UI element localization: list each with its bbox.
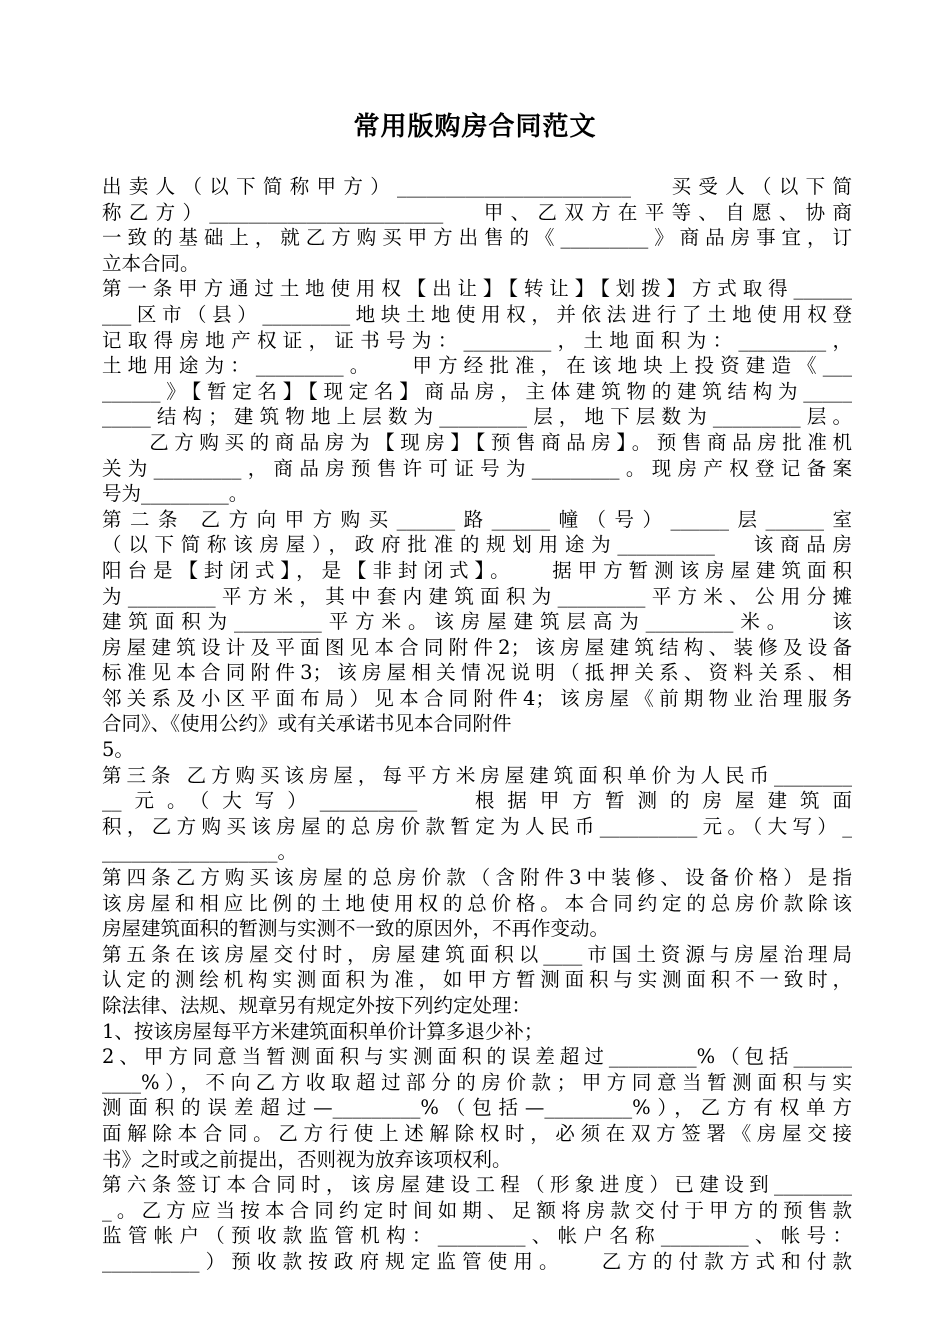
text-line: _____结构；建筑物地上层数为_________层，地下层数为_________层。 <box>102 405 852 429</box>
text-line: ____%），不向乙方收取超过部分的房价款；甲方同意当暂测面积与实 <box>102 1070 852 1094</box>
text-line: __________）预收款按政府规定监管使用。 乙方的付款方式和付款 <box>102 1249 852 1273</box>
document-title: 常用版购房合同范文 <box>353 112 597 142</box>
text-line: 第五条在该房屋交付时，房屋建筑面积以____市国土资源与房屋治理局 <box>102 942 852 966</box>
text-line: 建筑面积为_________平方米。该房屋建筑层高为_________米。 该 <box>102 610 852 634</box>
text-line: 一致的基础上，就乙方购买甲方出售的《_________》商品房事宜，订 <box>102 226 852 250</box>
text-line: 邻关系及小区平面布局）见本合同附件4；该房屋《前期物业治理服务 <box>102 686 852 710</box>
text-line: 5。 <box>102 738 134 762</box>
text-line: 土地用途为：_________。 甲方经批准，在该地块上投资建造《___ <box>102 354 852 378</box>
text-line: 立本合同。 <box>102 251 200 275</box>
text-line: 第四条乙方购买该房屋的总房价款（含附件3中装修、设备价格）是指 <box>102 866 852 890</box>
text-line: 第三条 乙方购买该房屋，每平方米房屋建筑面积单价为人民币________ <box>102 763 852 787</box>
text-line: _。乙方应当按本合同约定时间如期、足额将房款交付于甲方的预售款 <box>102 1198 852 1222</box>
text-line: 出卖人（以下简称甲方）________________________ 买受人（以下简 <box>102 175 852 198</box>
text-line: 1、按该房屋每平方米建筑面积单价计算多退少补； <box>102 1019 544 1043</box>
text-line: 关为_________，商品房预售许可证号为_________。现房产权登记备案 <box>102 456 852 480</box>
contract-body <box>102 174 852 1275</box>
text-line: 书》之时或之前提出，否则视为放弃该项权利。 <box>102 1147 512 1171</box>
text-line: 测面积的误差超过—_________%（包括—_________%），乙方有权单方 <box>102 1096 852 1120</box>
text-line: __元。（大写）__________ 根据甲方暂测的房屋建筑面 <box>102 789 852 813</box>
text-line: 乙方购买的商品房为【现房】【预售商品房】。预售商品房批准机 <box>102 430 852 454</box>
text-line: 阳台是【封闭式】，是【非封闭式】。 据甲方暂测该房屋建筑面积 <box>102 558 852 582</box>
text-line: 为_________平方米，其中套内建筑面积为_________平方米、公用分摊 <box>102 584 852 608</box>
text-line: 监管帐户（预收款监管机构：_________、帐户名称_________、帐号： <box>102 1224 852 1248</box>
text-line: ______》【暂定名】【现定名】商品房，主体建筑物的建筑结构为_____ <box>102 379 852 403</box>
text-line: 合同》、《使用公约》或有关承诺书见本合同附件 <box>102 712 512 736</box>
text-line: 记取得房地产权证，证书号为：_________，土地面积为：_________， <box>102 328 852 352</box>
text-line: 该房屋和相应比例的土地使用权的总价格。本合同约定的总房价款除该 <box>102 891 852 915</box>
text-line: __________________。 <box>102 840 298 864</box>
text-line: 称乙方）________________________ 甲、乙双方在平等、自愿、协商 <box>102 200 852 224</box>
text-line: 认定的测绘机构实测面积为准，如甲方暂测面积与实测面积不一致时， <box>102 968 852 992</box>
text-line: 第六条签订本合同时，该房屋建设工程（形象进度）已建设到________ <box>102 1173 852 1197</box>
text-line: ___区市（县）_________地块土地使用权，并依法进行了土地使用权登 <box>102 302 852 326</box>
text-line: 2、甲方同意当暂测面积与实测面积的误差超过_________%（包括______ <box>102 1045 852 1069</box>
text-line: 面解除本合同。乙方行使上述解除权时，必须在双方签署《房屋交接 <box>102 1121 852 1145</box>
text-line: 积，乙方购买该房屋的总房价款暂定为人民币__________元。（大写）_ <box>102 814 852 838</box>
text-line: 第一条甲方通过土地使用权【出让】【转让】【划拨】方式取得______ <box>102 277 852 301</box>
text-line: （以下简称该房屋），政府批准的规划用途为__________ 该商品房 <box>102 533 852 557</box>
text-line: 标准见本合同附件3；该房屋相关情况说明（抵押关系、资料关系、相 <box>102 661 852 685</box>
text-line: 房屋建筑设计及平面图见本合同附件2；该房屋建筑结构、装修及设备 <box>102 635 852 659</box>
text-line: 除法律、法规、规章另有规定外按下列约定处理： <box>102 994 532 1017</box>
text-line: 房屋建筑面积的暂测与实测不一致的原因外，不再作变动。 <box>102 917 610 941</box>
text-line: 第二条 乙方向甲方购买______路______幢（号）______层______室 <box>102 507 852 531</box>
text-line: 号为_________。 <box>102 482 249 506</box>
